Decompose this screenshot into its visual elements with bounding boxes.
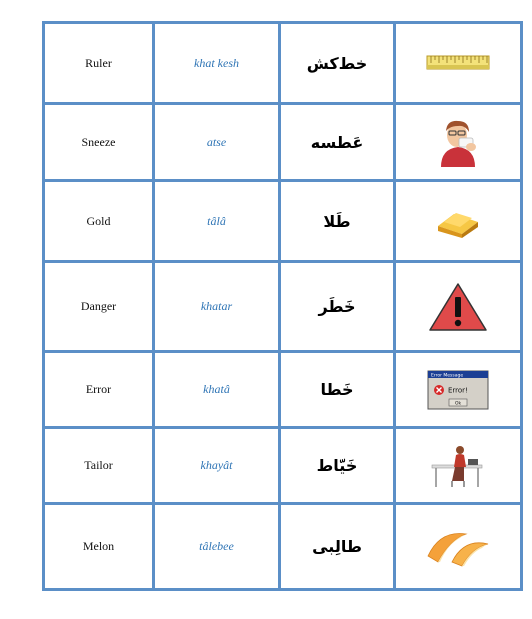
english-word: Sneeze [44, 104, 154, 181]
english-word: Ruler [44, 23, 154, 104]
transliteration: khayât [154, 428, 280, 504]
transliteration: atse [154, 104, 280, 181]
melon-slices-icon [426, 526, 490, 568]
dialog-ok-button: Ok [455, 400, 462, 406]
persian-word: طالِبی [280, 504, 395, 590]
picture-cell [395, 428, 522, 504]
table-row [44, 504, 522, 590]
transliteration: tâlâ [154, 181, 280, 262]
table-row [44, 428, 522, 504]
persian-word: خَیّاط [280, 428, 395, 504]
warning-triangle-icon [428, 282, 488, 332]
english-word: Melon [44, 504, 154, 590]
persian-word: طَلا [280, 181, 395, 262]
english-word: Error [44, 352, 154, 428]
ruler-icon [426, 54, 490, 72]
picture-cell [395, 352, 522, 428]
error-dialog-icon [427, 370, 489, 410]
table-row [44, 262, 522, 352]
persian-word: خَطَر [280, 262, 395, 352]
transliteration: khatar [154, 262, 280, 352]
sneezing-person-icon [433, 117, 483, 167]
transliteration: khatâ [154, 352, 280, 428]
picture-cell [395, 104, 522, 181]
table-row [44, 352, 522, 428]
transliteration: tâlebee [154, 504, 280, 590]
dialog-message: Error! [448, 386, 468, 394]
picture-cell [395, 504, 522, 590]
english-word: Gold [44, 181, 154, 262]
picture-cell [395, 181, 522, 262]
picture-cell [395, 262, 522, 352]
table-row [44, 23, 522, 104]
english-word: Danger [44, 262, 154, 352]
persian-word: عَطسه [280, 104, 395, 181]
gold-bar-icon [434, 204, 482, 238]
persian-word: خَطا [280, 352, 395, 428]
persian-word: خط‌کش [280, 23, 395, 104]
tailor-sewing-icon [430, 443, 486, 489]
transliteration: khat kesh [154, 23, 280, 104]
table-row [44, 104, 522, 181]
english-word: Tailor [44, 428, 154, 504]
picture-cell [395, 23, 522, 104]
table-row [44, 181, 522, 262]
vocabulary-table [42, 21, 523, 591]
dialog-title: Error Message [431, 373, 464, 378]
